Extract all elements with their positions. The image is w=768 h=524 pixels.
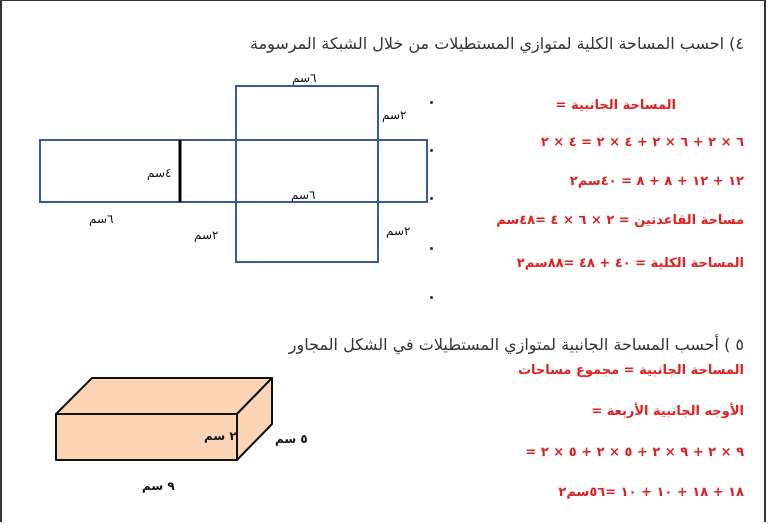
box-label-depth: ٥ سم (275, 432, 308, 446)
net-label-center-width: ٦سم (291, 188, 316, 202)
q5-answer-line: ٩ × ٢ + ٩ × ٢ + ٥ × ٢ + ٥ × ٢ = (525, 445, 744, 460)
net-label-top-height: ٢سم (382, 108, 407, 122)
q4-title: ٤) احسب المساحة الكلية لمتوازي المستطيلات من خلال الشبكة المرسومة (250, 34, 744, 53)
net-label-top-width: ٦سم (292, 71, 317, 85)
q5-answer-line: الأوجه الجانبية الأربعة = (591, 404, 744, 419)
q4-answer-line: المساحة الجانبية = (555, 98, 676, 113)
q5-answer-line: المساحة الجانبية = مجموع مساحات (517, 363, 744, 378)
q4-answer-line: ٦ × ٢ + ٦ × ٢ + ٤ × ٢ = ٤ × ٢ (540, 135, 744, 150)
box-top-face (56, 378, 272, 414)
net-label-bottom-left: ٢سم (194, 228, 219, 242)
q4-answer-line: المساحة الكلية = ٤٠ + ٤٨ =٨٨سم٢ (516, 256, 744, 271)
q4-answer-line: مساحة القاعدتين = ٢ × ٦ × ٤ =٤٨سم (496, 213, 744, 228)
net-label-left-width: ٦سم (89, 212, 114, 226)
box-label-height: ٢ سم (204, 429, 237, 443)
box-label-length: ٩ سم (142, 479, 175, 493)
q4-answer-line: ١٢ + ١٢ + ٨ + ٨ = ٤٠سم٢ (569, 174, 744, 189)
net-label-left-height: ٤سم (147, 166, 172, 180)
net-label-bottom-right: ٢سم (386, 224, 411, 238)
q5-answer-line: ١٨ + ١٨ + ١٠ + ١٠ =٥٦سم٢ (558, 485, 744, 500)
q5-title: ٥ ) أحسب المساحة الجانبية لمتوازي المستطيلات في الشكل المجاور (288, 335, 744, 354)
